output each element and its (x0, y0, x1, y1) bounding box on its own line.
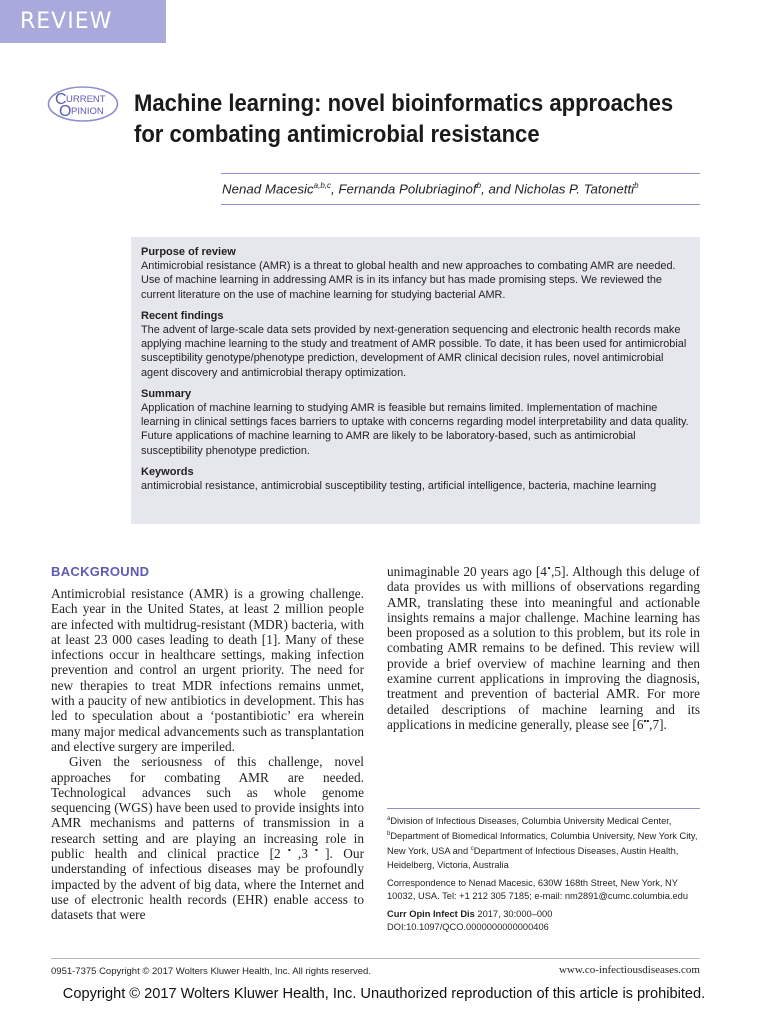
body-left-column (51, 586, 364, 923)
title-rule-top (221, 173, 700, 174)
logo-word-current: URRENT (66, 94, 106, 105)
recommended-reading-mark: ▪ (307, 845, 326, 855)
author-name: Fernanda Polubriaginof (338, 181, 477, 197)
article-title (134, 88, 674, 150)
current-opinion-logo (47, 85, 119, 123)
affiliation-sup: a (387, 816, 391, 822)
journal-website[interactable]: www.co-infectiousdiseases.com (558, 964, 700, 976)
author-affiliation-sup: b (634, 181, 639, 190)
citation-line (387, 908, 702, 921)
author-affiliation-sup: a,b,c (313, 181, 331, 190)
background-heading: BACKGROUND (51, 564, 150, 579)
citation-details: 2017, 30:000–000 (474, 908, 553, 919)
paragraph-text: ,3 (297, 846, 308, 862)
logo-word-opinion: PINION (71, 106, 104, 117)
author-name: Nenad Macesic (222, 181, 314, 197)
abstract-box (131, 237, 700, 524)
affiliation-text: Department of Biomedical Informatics, Columbia University, New York City, New York, USA and (387, 831, 698, 857)
correspondence: Correspondence to Nenad Macesic, 630W 168th Street, New York, NY 10032, USA. Tel: +1 212 305 7185; e-mail: nm2891@cumc.columbia.edu (387, 877, 689, 901)
body-right-column (387, 564, 700, 732)
summary-text-1: Application of machine learning to studying AMR is feasible but remains limited. Implementation of machine learning in clinical settings faces barriers to uptake with concerns regarding model interpretability and data quality. (141, 402, 689, 429)
paragraph-text: ,7]. (649, 716, 667, 732)
abstract-keywords (141, 465, 690, 493)
outstanding-reading-mark: ▪▪ (643, 716, 650, 726)
affiliations-block (387, 813, 702, 939)
author-separator: , (331, 181, 339, 197)
footer-rule (51, 958, 700, 959)
paragraph-text: ]. Our understanding of infectious diseases may be profoundly impacted by the advent of big data, where the Internet and use of electronic health records (EHR) enable access to datasets that were (51, 846, 364, 923)
body-paragraph-2 (51, 754, 364, 922)
copyright-notice: Copyright © 2017 Wolters Kluwer Health, Inc. Unauthorized reproduction of this article is prohibited. (62, 986, 706, 1002)
author-name: Nicholas P. Tatonetti (514, 181, 635, 197)
paragraph-text: Given the seriousness of this challenge, novel approaches for combating AMR are needed. Technological advances such as whole genome sequencing (WGS) have been used to provide insights into AMR mechanisms and patterns of transmission in a research setting and are playing an increasing role in public health and clinical practice [2 (51, 754, 364, 862)
body-paragraph-1: Antimicrobial resistance (AMR) is a growing challenge. Each year in the United States, at least 2 million people are infected with multidrug-resistant (MDR) bacteria, with at least 23 000 cases leading to death [1]. Many of these infections occur in healthcare settings, making infection prevention and control an urgent priority. The need for new therapies to treat MDR infections remains unmet, with a paucity of new antibiotics in development. This has led to speculation about a ‘postantibiotic’ era wherein many major medical advancements such as transplantation and elective surgery are imperiled. (51, 586, 364, 754)
author-list (222, 181, 700, 196)
recommended-reading-mark: ▪ (280, 845, 298, 855)
title-rule-bottom (221, 204, 700, 205)
author-separator: , and (481, 181, 515, 197)
affiliation-sup: b (387, 831, 391, 838)
issn-copyright: 0951-7375 Copyright © 2017 Wolters Kluwer Health, Inc. All rights reserved. (51, 966, 371, 977)
abstract-findings (141, 309, 690, 380)
paragraph-text: ,5]. Although this deluge of data provides us with millions of observations regarding AMR, translating these into meaningful and actionable insights remains a major challenge. Machine learning has been proposed as a solution to this problem, but its role in combating AMR remains to be defined. This review will provide a brief overview of machine learning and then examine current applications in improving the diagnosis, treatment and prevention of bacterial AMR. For more detailed descriptions of machine learning and its applications in medicine generally, please see [6 (387, 564, 700, 732)
affiliation-text: Department of Infectious Diseases, Austin Health, Heidelberg, Victoria, Australia (387, 846, 679, 870)
findings-text: The advent of large-scale data sets provided by next-generation sequencing and electronic health records make applying machine learning to the study and treatment of AMR possible. To date, it has been used for antimicrobial susceptibility genotype/phenotype prediction, development of AMR clinical decision rules, novel antimicrobial agent discovery and antimicrobial therapy optimization. (141, 324, 687, 379)
author-affiliation-sup: b (476, 181, 482, 190)
paragraph-text: unimaginable 20 years ago [4 (387, 564, 547, 579)
purpose-heading: Purpose of review (141, 246, 236, 258)
current-opinion-logo-svg (47, 85, 119, 123)
affiliation-text: Division of Infectious Diseases, Columbia University Medical Center, (390, 816, 672, 827)
summary-text-2: Future applications of machine learning to AMR are likely to be laboratory-based, such as antimicrobial susceptibility phenotype prediction. (141, 430, 636, 457)
abstract-purpose (141, 245, 690, 302)
abstract-summary (141, 387, 690, 458)
logo-letter-o: O (59, 103, 72, 120)
summary-heading: Summary (141, 387, 192, 400)
affiliation-sup: c (470, 846, 474, 853)
logo-letter-c: C (55, 91, 67, 108)
affiliation-rule (387, 808, 700, 809)
keywords-heading: Keywords (141, 465, 194, 478)
findings-heading: Recent findings (141, 309, 224, 322)
recommended-reading-mark: ▪ (546, 563, 552, 573)
section-tab (0, 0, 166, 43)
doi: DOI:10.1097/QCO.0000000000000406 (387, 921, 549, 932)
title-line-1: Machine learning: novel bioinformatics approaches (134, 90, 674, 117)
journal-abbrev: Curr Opin Infect Dis (387, 908, 475, 919)
body-paragraph-3 (387, 564, 700, 732)
title-line-2: for combating antimicrobial resistance (134, 121, 540, 148)
keywords-text: antimicrobial resistance, antimicrobial susceptibility testing, artificial intelligence, bacteria, machine learning (141, 480, 657, 493)
section-label: REVIEW (20, 9, 113, 34)
purpose-text: Antimicrobial resistance (AMR) is a threat to global health and new approaches to combating AMR are needed. Use of machine learning in addressing AMR is in its infancy but has made promising steps. We reviewed the current literature on the use of machine learning for studying bacterial AMR. (141, 260, 676, 301)
affiliation-list (387, 813, 702, 872)
